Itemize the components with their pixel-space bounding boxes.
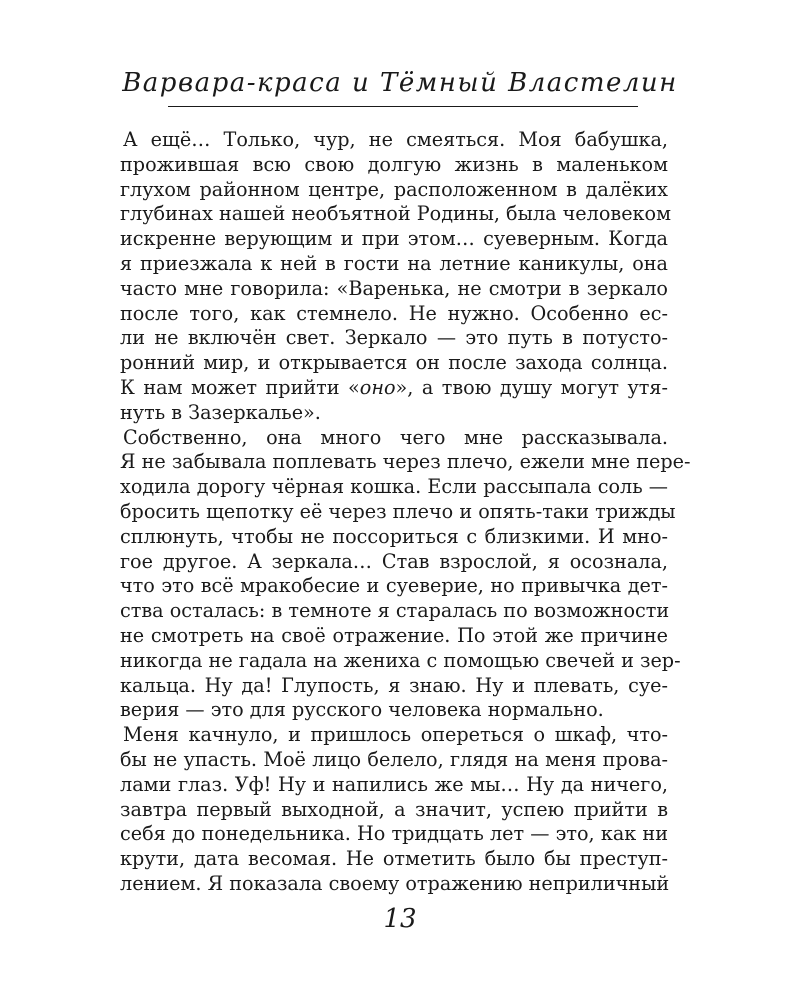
text-line: глубинах нашей необъятной Родины, была человеком	[120, 202, 672, 226]
text-line: Собственно, она много чего мне рассказывала.	[123, 425, 668, 449]
header-rule	[168, 106, 638, 107]
text-line: что это всё мракобесие и суеверие, но привычка дет-	[120, 574, 668, 598]
text-line: после того, как стемнело. Не нужно. Особенно ес-	[120, 301, 668, 325]
text-line: я приезжала к ней в гости на летние каникулы, она	[120, 251, 668, 275]
text-line: искренне верующим и при этом… суеверным. Когда	[120, 227, 668, 251]
text-line: кальца. Ну да! Глупость, я знаю. Ну и плевать, суе-	[120, 673, 668, 697]
text-line: К нам может прийти «оно», а твою душу могут утя-	[120, 375, 668, 399]
text-line: крути, дата весомая. Не отметить было бы преступ-	[120, 847, 668, 871]
body-text	[120, 128, 691, 897]
text-line: бросить щепотку её через плечо и опять-таки трижды	[120, 499, 676, 523]
text-line: бы не упасть. Моё лицо белело, глядя на меня прова-	[120, 747, 668, 771]
text-line: прожившая всю свою долгую жизнь в маленьком	[120, 152, 668, 176]
page-number: 13	[383, 904, 417, 934]
running-header: Варвара-краса и Тёмный Властелин	[122, 68, 678, 98]
text-line: Я не забывала поплевать через плечо, ежели мне пере-	[120, 450, 691, 474]
text-line: ронний мир, и открывается он после захода солнца.	[120, 351, 668, 375]
text-line: завтра первый выходной, а значит, успею прийти в	[120, 797, 668, 821]
text-line: не смотреть на своё отражение. По этой же причине	[120, 623, 668, 647]
text-line: А ещё… Только, чур, не смеяться. Моя бабушка,	[123, 128, 668, 151]
text-line: сплюнуть, чтобы не поссориться с близкими. И мно-	[120, 524, 668, 548]
text-line: часто мне говорила: «Варенька, не смотри в зеркало	[120, 276, 668, 300]
text-line: глухом районном центре, расположенном в далёких	[120, 177, 668, 201]
text-line: лением. Я показала своему отражению неприличный	[120, 871, 670, 895]
text-line: Меня качнуло, и пришлось опереться о шкаф, что-	[123, 723, 668, 747]
text-line: ходила дорогу чёрная кошка. Если рассыпала соль —	[120, 475, 668, 499]
text-line: гое другое. А зеркала… Став взрослой, я осознала,	[120, 549, 668, 573]
text-line: верия — это для русского человека нормально.	[120, 698, 604, 722]
text-line: ли не включён свет. Зеркало — это путь в потусто-	[120, 326, 668, 350]
text-line: ства осталась: в темноте я старалась по возможности	[120, 599, 670, 623]
text-line: себя до понедельника. Но тридцать лет — это, как ни	[120, 822, 668, 846]
text-line: лами глаз. Уф! Ну и напились же мы… Ну да ничего,	[120, 772, 668, 796]
text-line: нуть в Зазеркалье».	[120, 400, 321, 424]
text-line: никогда не гадала на жениха с помощью свечей и зер-	[120, 648, 681, 672]
